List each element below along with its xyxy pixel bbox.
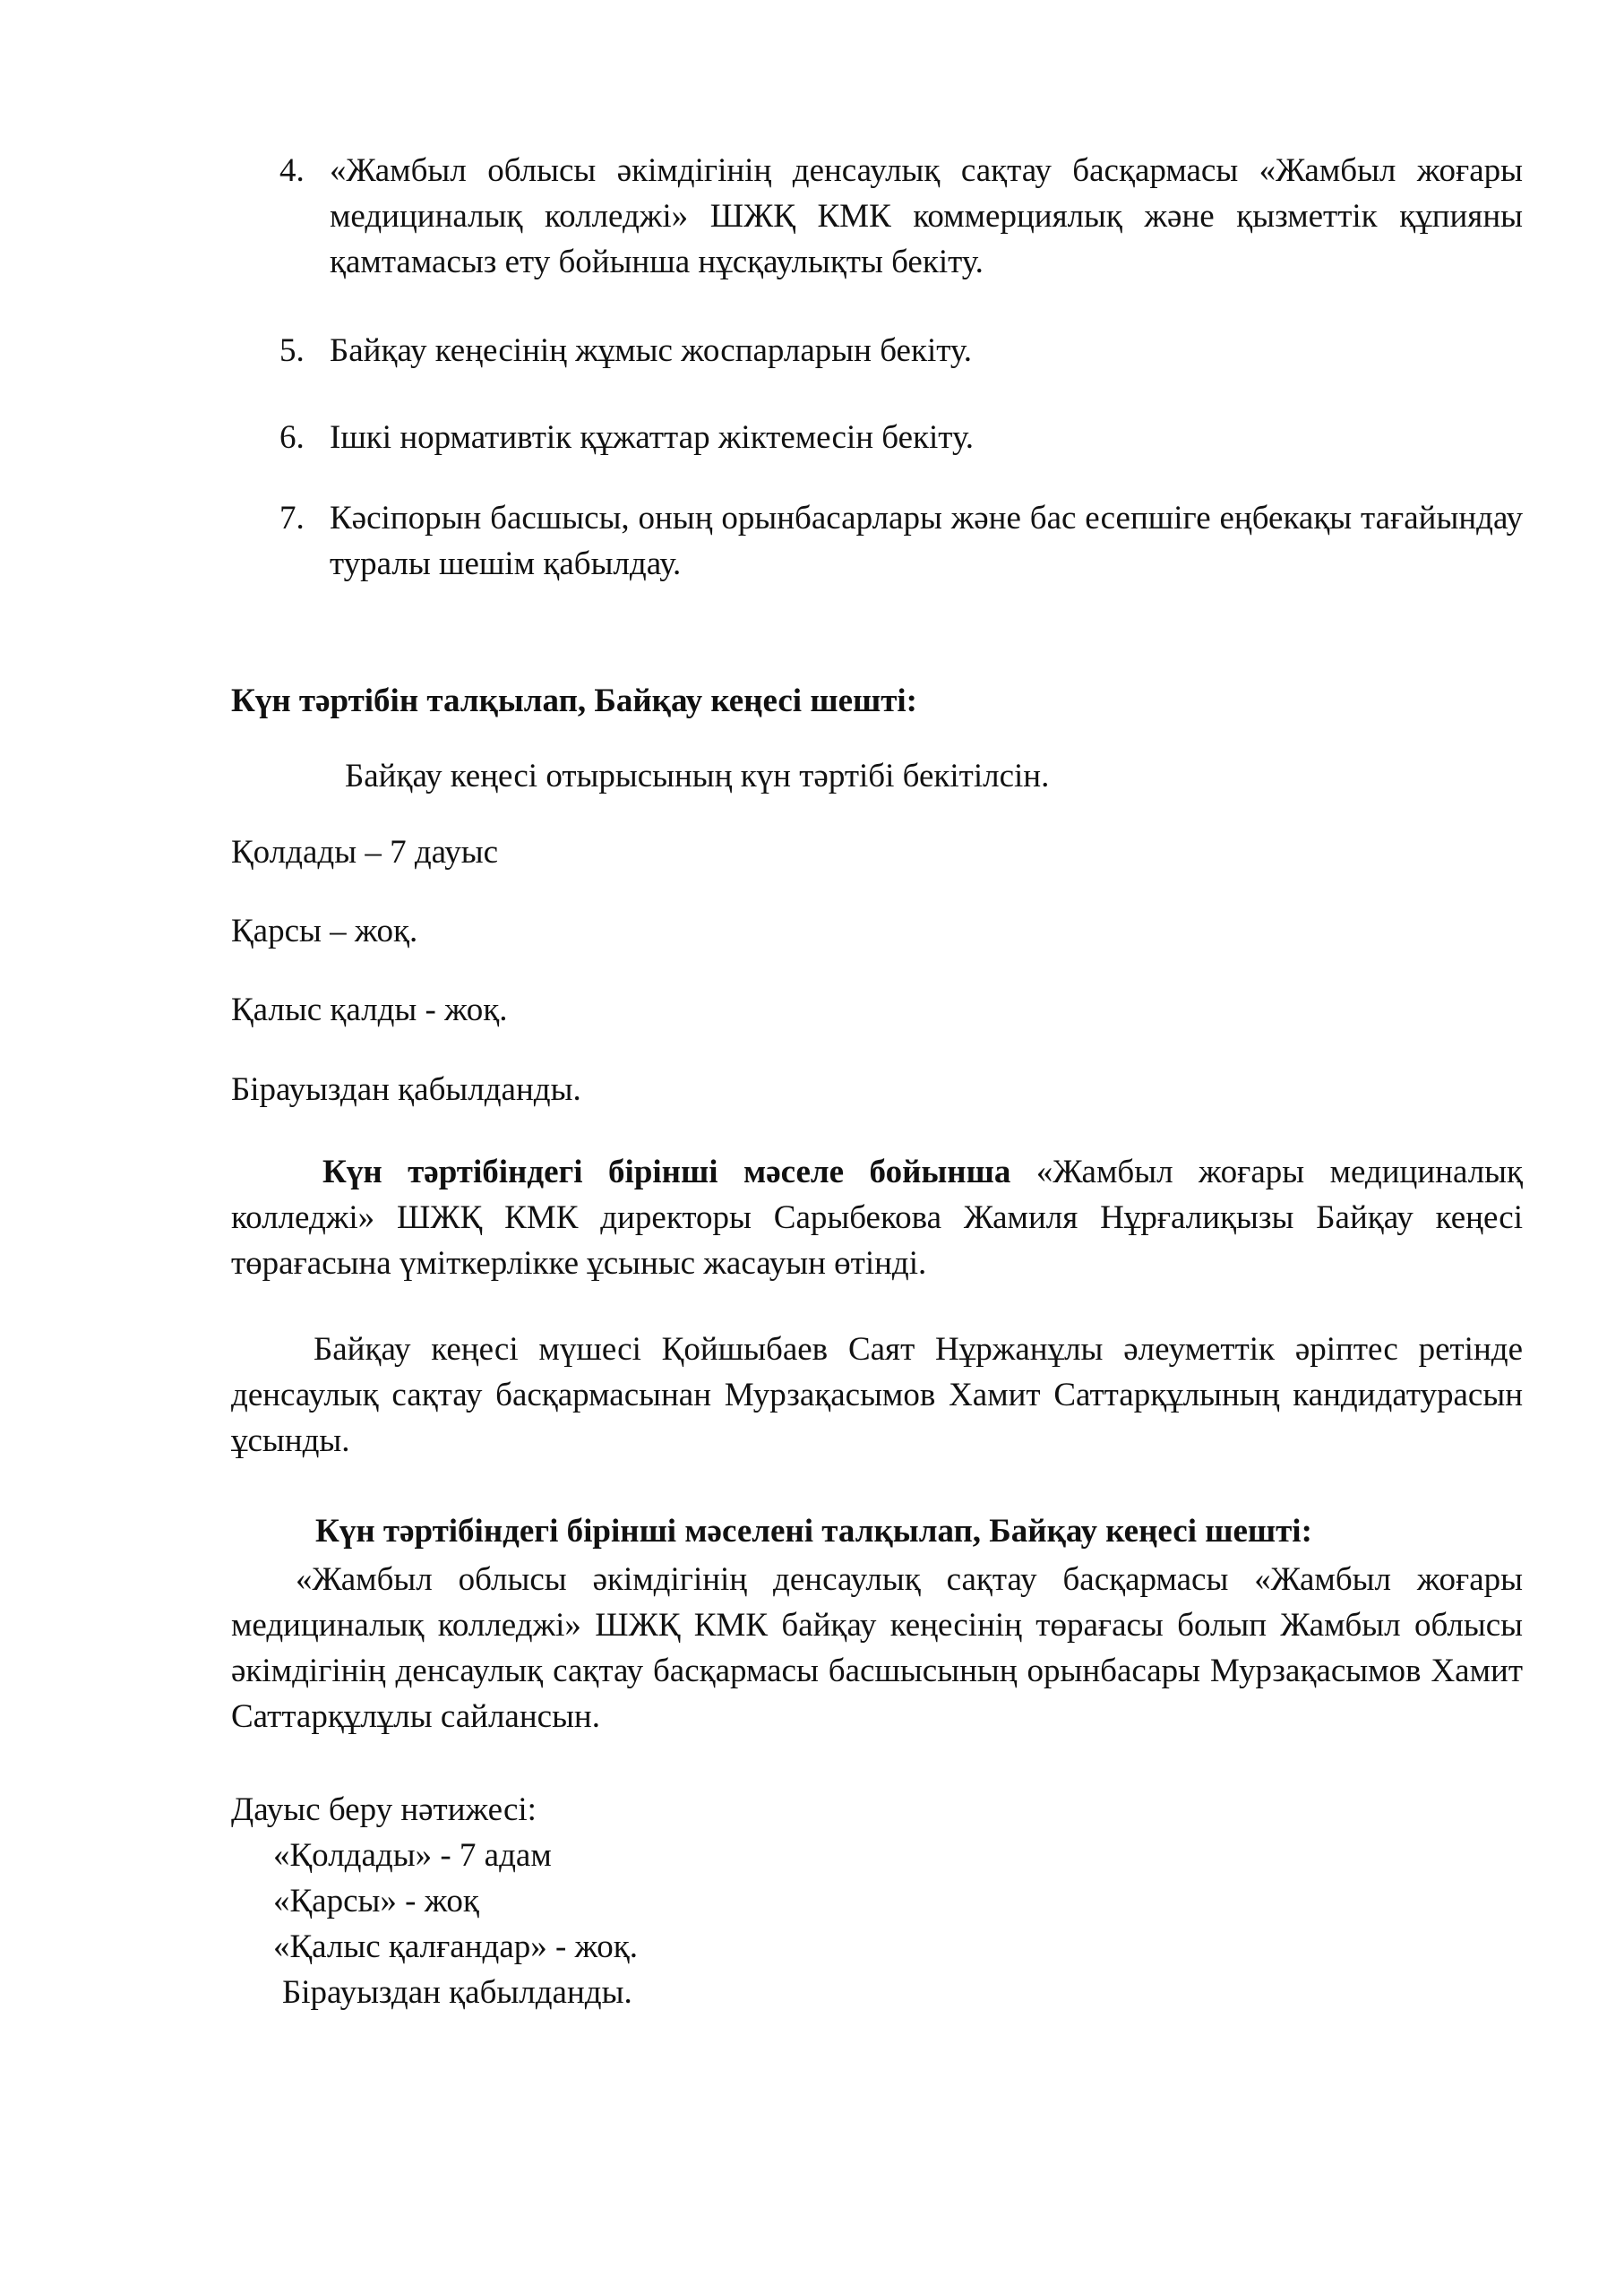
- first-question-second-paragraph: Байқау кеңесі мүшесі Қойшыбаев Саят Нұржанұлы әлеуметтік әріптес ретінде денсаулық сақтау басқармасынан Мурзақасымов Хамит Саттарқұлының кандидатурасын ұсынды.: [231, 1331, 1523, 1459]
- agenda-item-text: Кәсіпорын басшысы, оның орынбасарлары және бас есепшіге еңбекақы тағайындау туралы шешім қабылдау.: [330, 500, 1523, 582]
- first-question-decision-text: «Жамбыл облысы әкімдігінің денсаулық сақтау басқармасы «Жамбыл жоғары медициналық колледжі» ШЖҚ КМК байқау кеңесінің төрағасы болып Жамбыл облысы әкімдігінің денсаулық сақтау басқармасы басшысының орынбасары Мурзақасымов Хамит Саттарқұлұлы сайлансын.: [231, 1561, 1523, 1735]
- agenda-votes-against: Қарсы – жоқ.: [231, 913, 418, 949]
- agenda-votes-for: Қолдады – 7 дауыс: [231, 834, 498, 871]
- agenda-item-text: Байқау кеңесінің жұмыс жоспарларын бекіту.: [330, 332, 972, 369]
- first-question-decision-heading: Күн тәртібіндегі бірінші мәселені талқылап, Байқау кеңесі шешті:: [315, 1513, 1312, 1550]
- agenda-result: Бірауыздан қабылданды.: [231, 1071, 581, 1108]
- agenda-item-number: 5.: [279, 332, 305, 369]
- first-question-lead: Күн тәртібіндегі бірінші мәселе бойынша: [322, 1154, 1011, 1190]
- agenda-item-text: Ішкі нормативтік құжаттар жіктемесін бекіту.: [330, 419, 975, 456]
- vote-result-outcome: Бірауыздан қабылданды.: [282, 1974, 632, 2011]
- agenda-item-7: [279, 495, 1523, 594]
- agenda-item-number: 6.: [279, 419, 305, 456]
- agenda-item-number: 7.: [279, 500, 305, 537]
- agenda-item-4: [279, 148, 1523, 291]
- first-question-paragraph: [231, 1149, 1523, 1286]
- vote-result-against: «Қарсы» - жоқ: [273, 1883, 479, 1919]
- vote-result-abstained: «Қалыс қалғандар» - жоқ.: [273, 1928, 638, 1965]
- agenda-abstained: Қалыс қалды - жоқ.: [231, 992, 508, 1028]
- agenda-item-5: [279, 328, 1523, 377]
- vote-result-label: Дауыс беру нәтижесі:: [231, 1791, 537, 1828]
- first-question-text: «Жамбыл жоғары медициналық колледжі» ШЖҚ КМК директоры Сарыбекова Жамиля Нұрғалиқызы Байқау кеңесі төрағасына үміткерлікке ұсыныс жасауын өтінді.: [231, 1154, 1523, 1282]
- agenda-decision-heading: Күн тәртібін талқылап, Байқау кеңесі шешті:: [231, 683, 917, 719]
- agenda-item-text: «Жамбыл облысы әкімдігінің денсаулық сақтау басқармасы «Жамбыл жоғары медициналық колледжі» ШЖҚ КМК коммерциялық және қызметтік құпияны қамтамасыз ету бойынша нұсқаулықты бекіту.: [330, 152, 1523, 280]
- agenda-decision-text: Байқау кеңесі отырысының күн тәртібі бекітілсін.: [345, 758, 1050, 794]
- agenda-item-number: 4.: [279, 152, 305, 189]
- vote-result-for: «Қолдады» - 7 адам: [273, 1837, 552, 1874]
- agenda-item-6: [279, 415, 1523, 464]
